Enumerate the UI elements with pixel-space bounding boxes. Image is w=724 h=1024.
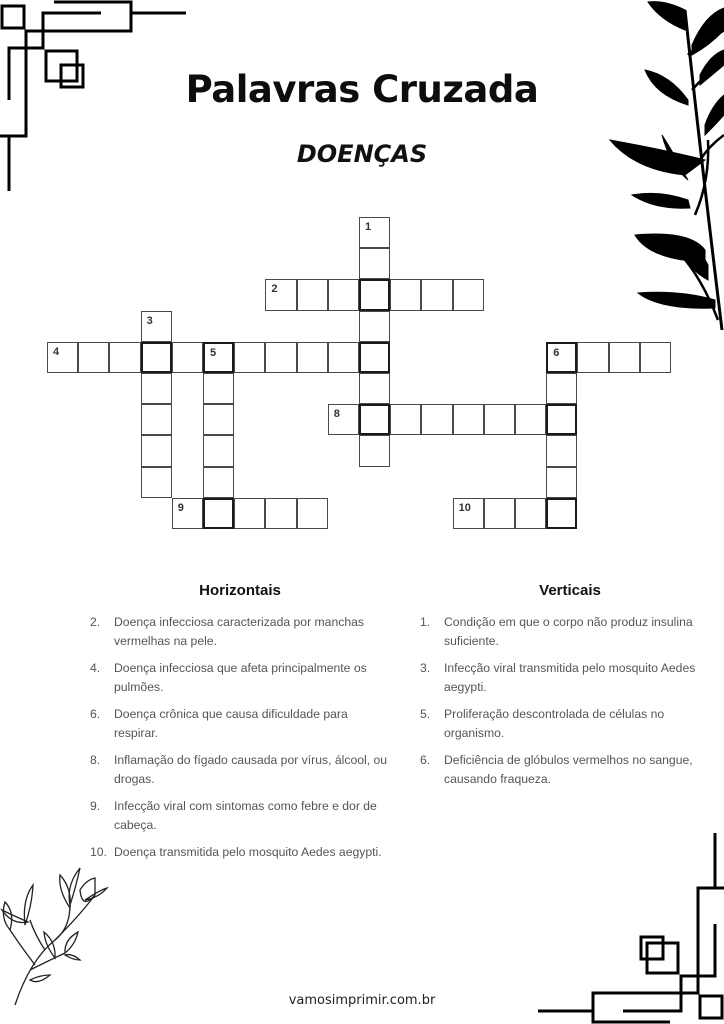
- crossword-cell[interactable]: [421, 404, 452, 435]
- clue-text: Proliferação descontrolada de células no organismo.: [444, 707, 665, 740]
- crossword-cell[interactable]: [265, 342, 296, 373]
- crossword-cell[interactable]: [203, 498, 234, 529]
- crossword-cell[interactable]: [328, 404, 359, 435]
- clue-text: Condição em que o corpo não produz insulina suficiente.: [444, 615, 693, 648]
- crossword-cell[interactable]: [297, 279, 328, 310]
- clue-number-label: 5: [210, 346, 217, 359]
- crossword-cell[interactable]: [109, 342, 140, 373]
- crossword-cell[interactable]: [359, 248, 390, 279]
- clue-item: [90, 843, 390, 862]
- crossword-cell[interactable]: [546, 404, 577, 435]
- crossword-cell[interactable]: [234, 498, 265, 529]
- crossword-cell[interactable]: [203, 435, 234, 466]
- clue-number: 8.: [90, 753, 101, 767]
- crossword-cell[interactable]: [546, 467, 577, 498]
- crossword-cell[interactable]: [546, 498, 577, 529]
- clue-number-label: 2: [271, 283, 278, 296]
- clue-number: 6.: [90, 707, 101, 721]
- clue-number: 5.: [420, 707, 431, 721]
- clue-number: 6.: [420, 753, 431, 767]
- clue-number: 9.: [90, 799, 101, 813]
- clue-item: [90, 751, 390, 789]
- crossword-cell[interactable]: [359, 435, 390, 466]
- crossword-cell[interactable]: [453, 279, 484, 310]
- clue-number: 4.: [90, 661, 101, 675]
- crossword-cell[interactable]: [515, 498, 546, 529]
- crossword-cell[interactable]: [47, 342, 78, 373]
- crossword-cell[interactable]: [453, 498, 484, 529]
- crossword-cell[interactable]: [297, 342, 328, 373]
- clue-text: Doença crônica que causa dificuldade para respirar.: [114, 707, 348, 740]
- clue-item: [420, 751, 720, 789]
- clue-number-label: 8: [333, 408, 340, 421]
- crossword-cell[interactable]: [141, 373, 172, 404]
- clue-text: Infecção viral com sintomas como febre e dor de cabeça.: [114, 799, 377, 832]
- crossword-cell[interactable]: [328, 279, 359, 310]
- crossword-cell[interactable]: [390, 404, 421, 435]
- crossword-cell[interactable]: [359, 342, 390, 373]
- crossword-cell[interactable]: [78, 342, 109, 373]
- crossword-cell[interactable]: [141, 467, 172, 498]
- clue-number: 10.: [90, 845, 107, 859]
- crossword-cell[interactable]: [141, 342, 172, 373]
- clues-horizontal: [90, 582, 390, 870]
- clue-number-label: 10: [458, 501, 471, 514]
- crossword-cell[interactable]: [577, 342, 608, 373]
- crossword-cell[interactable]: [359, 311, 390, 342]
- crossword-cell[interactable]: [328, 342, 359, 373]
- crossword-cell[interactable]: [141, 311, 172, 342]
- clue-item: [90, 659, 390, 697]
- crossword-cell[interactable]: [203, 467, 234, 498]
- crossword-cell[interactable]: [203, 404, 234, 435]
- crossword-cell[interactable]: [453, 404, 484, 435]
- crossword-cell[interactable]: [546, 342, 577, 373]
- clue-number: 1.: [420, 615, 431, 629]
- crossword-cell[interactable]: [359, 404, 390, 435]
- clues-vertical: [420, 582, 720, 797]
- clue-number-label: 6: [553, 346, 560, 359]
- crossword-cell[interactable]: [609, 342, 640, 373]
- crossword-cell[interactable]: [141, 404, 172, 435]
- clue-number: 2.: [90, 615, 101, 629]
- clue-item: [420, 613, 720, 651]
- clue-number-label: 4: [53, 345, 60, 358]
- crossword-cell[interactable]: [203, 342, 234, 373]
- clue-item: [90, 705, 390, 743]
- crossword-cell[interactable]: [484, 498, 515, 529]
- clue-number-label: 1: [365, 221, 372, 233]
- crossword-cell[interactable]: [359, 217, 390, 248]
- crossword-cell[interactable]: [421, 279, 452, 310]
- crossword-cell[interactable]: [359, 279, 390, 310]
- crossword-cell[interactable]: [172, 498, 203, 529]
- crossword-cell[interactable]: [203, 373, 234, 404]
- crossword-cell[interactable]: [297, 498, 328, 529]
- crossword-cell[interactable]: [640, 342, 671, 373]
- clues-horizontal-heading: Horizontais: [199, 582, 281, 599]
- crossword-cell[interactable]: [546, 435, 577, 466]
- page-subtitle: DOENÇAS: [296, 140, 428, 168]
- crossword-cell[interactable]: [265, 279, 296, 310]
- crossword-cell[interactable]: [234, 342, 265, 373]
- clue-number-label: 9: [177, 501, 184, 514]
- clue-text: Doença infecciosa caracterizada por manchas vermelhas na pele.: [114, 615, 364, 648]
- crossword-cell[interactable]: [172, 342, 203, 373]
- crossword-cell[interactable]: [141, 435, 172, 466]
- crossword-cell[interactable]: [359, 373, 390, 404]
- page-title: Palavras Cruzada: [185, 68, 539, 111]
- clue-text: Infecção viral transmitida pelo mosquito Aedes aegypti.: [444, 661, 696, 694]
- clue-item: [90, 797, 390, 835]
- clue-text: Doença transmitida pelo mosquito Aedes aegypti.: [114, 845, 382, 859]
- clue-item: [90, 613, 390, 651]
- clue-item: [420, 659, 720, 697]
- clues-vertical-heading: Verticais: [539, 582, 601, 599]
- clue-number: 3.: [420, 661, 431, 675]
- crossword-cell[interactable]: [515, 404, 546, 435]
- footer-site: vamosimprimir.com.br: [288, 993, 436, 1008]
- clue-text: Doença infecciosa que afeta principalmente os pulmões.: [114, 661, 367, 694]
- clue-text: Deficiência de glóbulos vermelhos no sangue, causando fraqueza.: [444, 753, 693, 786]
- clue-item: [420, 705, 720, 743]
- crossword-cell[interactable]: [265, 498, 296, 529]
- crossword-cell[interactable]: [390, 279, 421, 310]
- clue-number-label: 3: [146, 314, 153, 327]
- clue-text: Inflamação do fígado causada por vírus, álcool, ou drogas.: [114, 753, 388, 786]
- crossword-cell[interactable]: [546, 373, 577, 404]
- crossword-cell[interactable]: [484, 404, 515, 435]
